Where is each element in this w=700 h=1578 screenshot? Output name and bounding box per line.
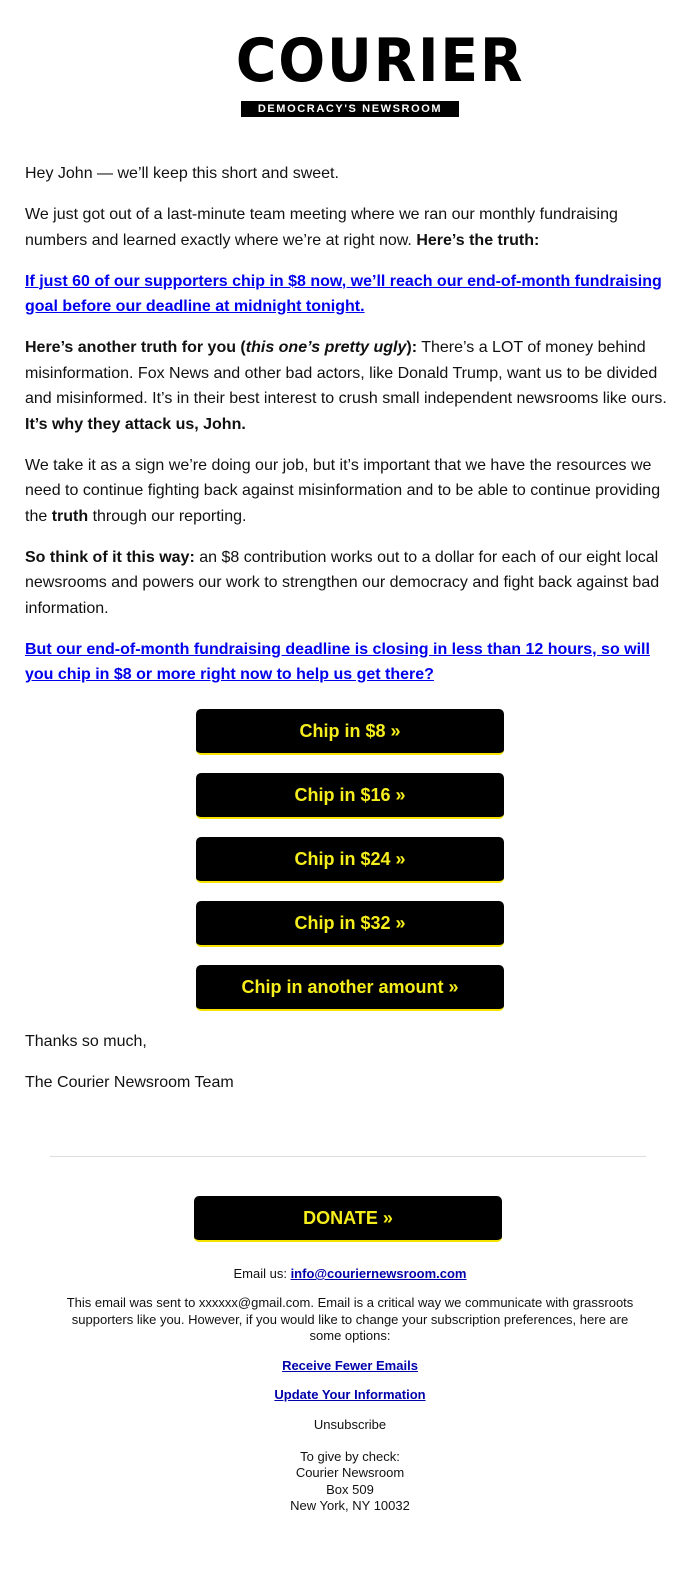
donate-link-2[interactable]: But our end-of-month fundraising deadline is closing in less than 12 hours, so will you chip in $8 or more right now to help us get there? [25,640,650,683]
notice: This email was sent to xxxxxx@gmail.com. Email is a critical way we communicate with grassroots supporters like you. However, if you would like to change your subscription preferences, here are some options: [66,1295,634,1343]
address-line: Courier Newsroom [295,1465,405,1481]
italic-text: this one’s pretty ugly [245,339,407,356]
address-line: To give by check: [300,1449,400,1465]
receive-fewer-emails-link[interactable]: Receive Fewer Emails [282,1358,418,1374]
paragraph-3 [25,453,675,530]
email-label: Email us: [233,1266,291,1281]
bold-text: ): [406,339,418,356]
chip-in-other-button[interactable]: Chip in another amount » [196,965,504,1011]
bold-text: truth [51,507,89,525]
text: We take it as a sign we’re doing our job, but it’s important that we have the resources we need to continue fighting back against misinformation and to be able to continue providing the [25,456,661,525]
paragraph-4 [25,545,675,622]
bold-text: Here’s the truth: [416,231,540,249]
courier-logo [226,26,525,126]
bold-text: It’s why they attack us, John. [25,415,246,433]
logo-tagline: DEMOCRACY'S NEWSROOM [241,101,459,117]
update-information-link[interactable]: Update Your Information [274,1387,426,1403]
check-address [60,1449,640,1514]
logo-wordmark: COURIER [235,26,525,96]
text: We just got out of a last-minute team meeting where we ran our monthly fundraising numbers and learned exactly where we’re at right now. [25,206,618,249]
signoff: Thanks so much, [25,1032,147,1050]
footer [60,1266,640,1514]
paragraph-1 [25,202,675,253]
chip-in-8-button[interactable]: Chip in $8 » [196,709,504,755]
paragraph-2 [25,335,675,437]
greeting: Hey John — we’ll keep this short and sweet. [25,165,339,182]
bold-text: Here’s another truth for you ( [25,339,246,356]
address-line: New York, NY 10032 [290,1497,410,1513]
text: an $8 contribution works out to a dollar for each of our eight local newsrooms and powers our work to strengthen our democracy and fight back against bad information. [25,548,660,617]
donation-buttons [25,709,675,1011]
donate-link-1[interactable]: If just 60 of our supporters chip in $8 now, we’ll reach our end-of-month fundraising goal before our deadline at midnight tonight. [25,272,662,315]
text: There’s a LOT of money behind misinformation. Fox News and other bad actors, like Donald Trump, want us to be divided and misinformed. It’s in their best interest to crush small independent newsrooms like ours. [25,339,667,407]
chip-in-16-button[interactable]: Chip in $16 » [196,773,504,819]
divider [50,1156,646,1157]
email-body [25,161,675,1111]
email-link[interactable]: info@couriernewsroom.com [290,1266,467,1281]
bold-text: So think of it this way: [25,548,195,566]
donate-button[interactable]: DONATE » [194,1196,502,1242]
chip-in-24-button[interactable]: Chip in $24 » [196,837,504,883]
unsubscribe-link[interactable]: Unsubscribe [313,1416,387,1432]
address-line: Box 509 [326,1481,374,1497]
text: through our reporting. [88,507,247,525]
signature: The Courier Newsroom Team [25,1073,234,1091]
chip-in-32-button[interactable]: Chip in $32 » [196,901,504,947]
